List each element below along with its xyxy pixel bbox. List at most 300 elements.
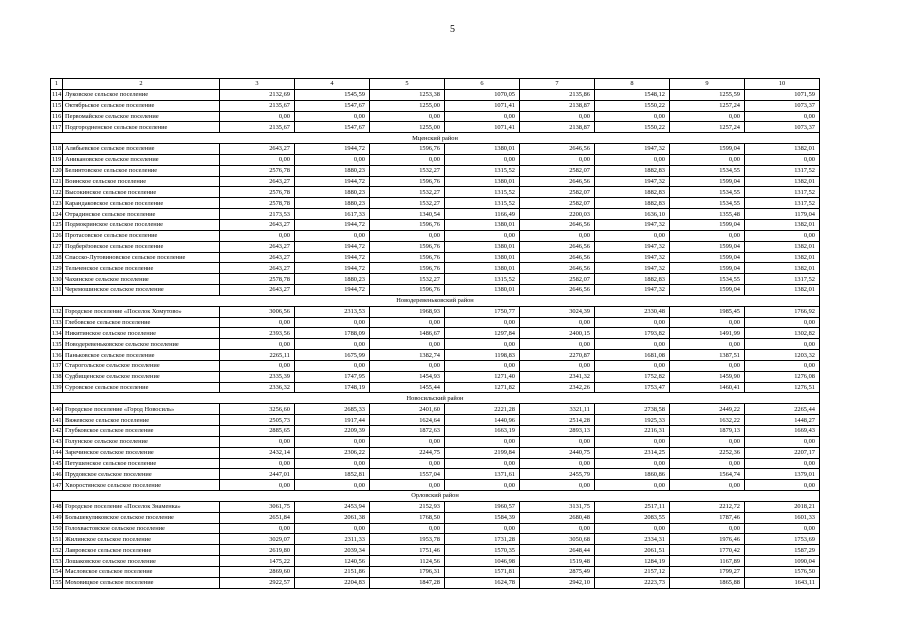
value-cell: 0,00 — [670, 458, 745, 469]
value-cell: 1753,69 — [745, 534, 820, 545]
value-cell: 1253,38 — [370, 89, 445, 100]
section-title: Орловский район — [51, 491, 820, 502]
settlement-name: Отрадинское сельское поселение — [63, 209, 220, 220]
value-cell: 0,00 — [595, 436, 670, 447]
row-number: 148 — [52, 503, 62, 511]
row-number: 130 — [52, 275, 62, 283]
value-cell: 0,00 — [370, 339, 445, 350]
value-cell: 1547,67 — [295, 100, 370, 111]
value-cell: 2643,27 — [220, 285, 295, 296]
value-cell: 2212,72 — [670, 501, 745, 512]
value-cell: 0,00 — [595, 111, 670, 122]
value-cell: 1576,50 — [745, 566, 820, 577]
value-cell: 1960,57 — [445, 501, 520, 512]
value-cell: 2514,28 — [520, 415, 595, 426]
value-cell: 0,00 — [595, 458, 670, 469]
value-cell: 0,00 — [595, 480, 670, 491]
row-number: 116 — [52, 112, 62, 120]
value-cell: 2135,67 — [220, 100, 295, 111]
table-row — [51, 382, 820, 393]
value-cell: 0,00 — [520, 458, 595, 469]
value-cell: 1073,37 — [745, 122, 820, 133]
value-cell: 1454,93 — [370, 371, 445, 382]
table-row — [51, 111, 820, 122]
value-cell: 2440,75 — [520, 447, 595, 458]
value-cell: 2306,22 — [295, 447, 370, 458]
value-cell: 0,00 — [670, 317, 745, 328]
table-row — [51, 285, 820, 296]
value-cell: 2061,51 — [595, 545, 670, 556]
value-cell: 1167,89 — [670, 556, 745, 567]
value-cell: 3050,68 — [520, 534, 595, 545]
table-row — [51, 209, 820, 220]
settlement-name: Голохвастовское сельское поселение — [63, 523, 220, 534]
value-cell: 1460,41 — [670, 382, 745, 393]
settlement-name: Городское поселение «Поселок Хомутово» — [63, 306, 220, 317]
value-cell: 0,00 — [520, 154, 595, 165]
value-cell: 1448,27 — [745, 415, 820, 426]
value-cell: 1255,59 — [670, 89, 745, 100]
row-number: 137 — [52, 362, 62, 370]
value-cell: 0,00 — [595, 339, 670, 350]
row-number: 115 — [52, 102, 62, 110]
value-cell: 1240,56 — [295, 556, 370, 567]
value-cell: 1570,35 — [445, 545, 520, 556]
value-cell: 2132,69 — [220, 89, 295, 100]
value-cell: 2311,33 — [295, 534, 370, 545]
header-cell: 2 — [63, 79, 220, 90]
row-number: 127 — [52, 243, 62, 251]
settlement-name: Новодеревеньковское сельское поселение — [63, 339, 220, 350]
table-row — [51, 350, 820, 361]
value-cell: 1751,46 — [370, 545, 445, 556]
settlement-name: Спасско-Лутовиновское сельское поселение — [63, 252, 220, 263]
value-cell: 1882,83 — [595, 274, 670, 285]
value-cell: 1198,83 — [445, 350, 520, 361]
value-cell: 0,00 — [295, 154, 370, 165]
settlement-name: Масловское сельское поселение — [63, 566, 220, 577]
value-cell: 1663,19 — [445, 426, 520, 437]
settlement-name: Вяжевское сельское поселение — [63, 415, 220, 426]
header-cell: 4 — [295, 79, 370, 90]
value-cell: 1880,23 — [295, 198, 370, 209]
table-row — [51, 360, 820, 371]
table-row — [51, 415, 820, 426]
value-cell: 1315,52 — [445, 165, 520, 176]
value-cell: 1947,32 — [595, 144, 670, 155]
value-cell: 1947,32 — [595, 241, 670, 252]
value-cell: 0,00 — [295, 436, 370, 447]
value-cell: 0,00 — [295, 111, 370, 122]
settlement-name: Глубковское сельское поселение — [63, 426, 220, 437]
value-cell: 1599,04 — [670, 285, 745, 296]
value-cell: 2200,03 — [520, 209, 595, 220]
value-cell: 3321,11 — [520, 404, 595, 415]
value-cell: 1944,72 — [295, 176, 370, 187]
value-cell: 1046,98 — [445, 556, 520, 567]
value-cell: 0,00 — [445, 154, 520, 165]
value-cell: 2869,60 — [220, 566, 295, 577]
value-cell: 2135,67 — [220, 122, 295, 133]
value-cell: 0,00 — [445, 458, 520, 469]
value-cell: 1882,83 — [595, 165, 670, 176]
value-cell: 1545,59 — [295, 89, 370, 100]
value-cell: 1071,41 — [445, 122, 520, 133]
settlement-name: Городское поселение «Город Новосиль» — [63, 404, 220, 415]
table-row — [51, 534, 820, 545]
settlement-name: Белинтовское сельское поселение — [63, 165, 220, 176]
value-cell: 2646,56 — [520, 219, 595, 230]
value-cell: 1382,01 — [745, 285, 820, 296]
value-cell: 2922,57 — [220, 577, 295, 588]
value-cell: 0,00 — [670, 230, 745, 241]
table-row — [51, 566, 820, 577]
table-row — [51, 274, 820, 285]
row-number: 147 — [52, 481, 62, 489]
value-cell: 3256,60 — [220, 404, 295, 415]
value-cell: 2207,17 — [745, 447, 820, 458]
row-number: 131 — [52, 286, 62, 294]
value-cell: 2152,93 — [370, 501, 445, 512]
settlement-name: Судбищенское сельское поселение — [63, 371, 220, 382]
table-row — [51, 241, 820, 252]
value-cell: 2244,75 — [370, 447, 445, 458]
value-cell: 1382,74 — [370, 350, 445, 361]
value-cell: 2151,86 — [295, 566, 370, 577]
table-row — [51, 230, 820, 241]
value-cell: 2342,26 — [520, 382, 595, 393]
value-cell: 1731,28 — [445, 534, 520, 545]
value-cell: 1599,04 — [670, 219, 745, 230]
value-cell: 2646,56 — [520, 144, 595, 155]
value-cell: 1768,50 — [370, 512, 445, 523]
value-cell: 1382,01 — [745, 144, 820, 155]
value-cell: 2138,87 — [520, 122, 595, 133]
value-cell: 0,00 — [670, 480, 745, 491]
value-cell: 1073,37 — [745, 100, 820, 111]
value-cell: 1070,05 — [445, 89, 520, 100]
row-number: 120 — [52, 167, 62, 175]
value-cell: 2157,12 — [595, 566, 670, 577]
header-cell: 3 — [220, 79, 295, 90]
row-number: 144 — [52, 449, 62, 457]
value-cell: 1255,00 — [370, 122, 445, 133]
value-cell: 2135,86 — [520, 89, 595, 100]
value-cell: 2314,25 — [595, 447, 670, 458]
value-cell: 2643,27 — [220, 219, 295, 230]
value-cell: 2336,32 — [220, 382, 295, 393]
header-cell: 6 — [445, 79, 520, 90]
value-cell: 2582,07 — [520, 274, 595, 285]
value-cell: 0,00 — [445, 111, 520, 122]
value-cell: 0,00 — [370, 458, 445, 469]
table-row — [51, 154, 820, 165]
value-cell: 0,00 — [370, 230, 445, 241]
value-cell: 1587,29 — [745, 545, 820, 556]
value-cell: 3006,56 — [220, 306, 295, 317]
value-cell: 2330,48 — [595, 306, 670, 317]
value-cell: 2199,84 — [445, 447, 520, 458]
row-number: 121 — [52, 178, 62, 186]
value-cell: 0,00 — [595, 230, 670, 241]
value-cell: 1753,47 — [595, 382, 670, 393]
section-row — [51, 133, 820, 144]
value-cell: 1564,74 — [670, 469, 745, 480]
value-cell: 1596,76 — [370, 263, 445, 274]
value-cell: 2039,34 — [295, 545, 370, 556]
settlement-name: Жилинское сельское поселение — [63, 534, 220, 545]
value-cell: 1380,01 — [445, 219, 520, 230]
value-cell: 2576,78 — [220, 165, 295, 176]
settlement-name: Октябрьское сельское поселение — [63, 100, 220, 111]
value-cell: 0,00 — [220, 523, 295, 534]
value-cell: 2265,44 — [745, 404, 820, 415]
row-number: 151 — [52, 535, 62, 543]
header-row — [51, 79, 820, 90]
row-number: 117 — [52, 123, 62, 131]
value-cell: 1770,42 — [670, 545, 745, 556]
table-row — [51, 263, 820, 274]
table-row — [51, 100, 820, 111]
table-row — [51, 436, 820, 447]
value-cell: 1880,23 — [295, 165, 370, 176]
row-number: 155 — [52, 579, 62, 587]
value-cell: 1750,77 — [445, 306, 520, 317]
settlement-name: Хворостянское сельское поселение — [63, 480, 220, 491]
value-cell: 1968,93 — [370, 306, 445, 317]
value-cell: 0,00 — [295, 480, 370, 491]
value-cell: 0,00 — [220, 230, 295, 241]
value-cell: 1071,59 — [745, 89, 820, 100]
value-cell: 0,00 — [445, 230, 520, 241]
value-cell: 0,00 — [745, 154, 820, 165]
table-row — [51, 165, 820, 176]
value-cell: 1880,23 — [295, 274, 370, 285]
value-cell: 0,00 — [370, 111, 445, 122]
value-cell: 0,00 — [295, 458, 370, 469]
table-body — [51, 79, 820, 589]
value-cell: 1382,01 — [745, 252, 820, 263]
value-cell: 2578,78 — [220, 274, 295, 285]
settlement-name: Паньковское сельское поселение — [63, 350, 220, 361]
value-cell: 2455,79 — [520, 469, 595, 480]
value-cell: 1880,23 — [295, 187, 370, 198]
value-cell: 1852,81 — [295, 469, 370, 480]
table-row — [51, 219, 820, 230]
value-cell: 1793,82 — [595, 328, 670, 339]
value-cell: 1787,46 — [670, 512, 745, 523]
value-cell: 3029,07 — [220, 534, 295, 545]
row-number: 153 — [52, 557, 62, 565]
value-cell: 0,00 — [670, 436, 745, 447]
section-row — [51, 393, 820, 404]
settlement-name: Воинское сельское поселение — [63, 176, 220, 187]
value-cell: 2221,28 — [445, 404, 520, 415]
value-cell: 1380,01 — [445, 176, 520, 187]
table-row — [51, 339, 820, 350]
value-cell: 1752,82 — [595, 371, 670, 382]
value-cell: 1090,04 — [745, 556, 820, 567]
value-cell: 1953,78 — [370, 534, 445, 545]
value-cell: 2393,56 — [220, 328, 295, 339]
value-cell: 1550,22 — [595, 122, 670, 133]
table-row — [51, 404, 820, 415]
value-cell: 1624,64 — [370, 415, 445, 426]
header-cell: 10 — [745, 79, 820, 90]
value-cell: 1257,24 — [670, 100, 745, 111]
row-number: 145 — [52, 459, 62, 467]
value-cell: 0,00 — [520, 523, 595, 534]
value-cell: 0,00 — [220, 436, 295, 447]
value-cell: 2401,60 — [370, 404, 445, 415]
value-cell: 1925,33 — [595, 415, 670, 426]
value-cell: 1944,72 — [295, 144, 370, 155]
value-cell: 1380,01 — [445, 241, 520, 252]
table-row — [51, 447, 820, 458]
value-cell: 0,00 — [745, 480, 820, 491]
value-cell: 0,00 — [445, 360, 520, 371]
value-cell: 0,00 — [745, 230, 820, 241]
value-cell: 2517,11 — [595, 501, 670, 512]
value-cell: 1944,72 — [295, 219, 370, 230]
value-cell: 2083,55 — [595, 512, 670, 523]
value-cell: 1596,76 — [370, 285, 445, 296]
value-cell: 1532,27 — [370, 187, 445, 198]
row-number: 128 — [52, 253, 62, 261]
settlement-name: Первомайское сельское поселение — [63, 111, 220, 122]
value-cell: 1475,22 — [220, 556, 295, 567]
value-cell: 1596,76 — [370, 219, 445, 230]
value-cell: 2270,87 — [520, 350, 595, 361]
value-cell: 1317,52 — [745, 198, 820, 209]
value-cell: 0,00 — [370, 317, 445, 328]
value-cell: 0,00 — [220, 154, 295, 165]
value-cell: 1382,01 — [745, 176, 820, 187]
value-cell: 2685,33 — [295, 404, 370, 415]
value-cell: 2449,22 — [670, 404, 745, 415]
table-row — [51, 317, 820, 328]
value-cell: 1596,76 — [370, 241, 445, 252]
value-cell: 0,00 — [745, 523, 820, 534]
table-row — [51, 89, 820, 100]
value-cell: 1860,86 — [595, 469, 670, 480]
value-cell: 0,00 — [220, 480, 295, 491]
value-cell: 1297,84 — [445, 328, 520, 339]
section-row — [51, 295, 820, 306]
value-cell: 0,00 — [220, 458, 295, 469]
row-number: 154 — [52, 568, 62, 576]
value-cell: 1491,99 — [670, 328, 745, 339]
value-cell: 0,00 — [520, 111, 595, 122]
value-cell: 1340,54 — [370, 209, 445, 220]
value-cell: 0,00 — [295, 317, 370, 328]
value-cell: 0,00 — [670, 360, 745, 371]
value-cell: 2432,14 — [220, 447, 295, 458]
value-cell: 0,00 — [670, 523, 745, 534]
row-number: 125 — [52, 221, 62, 229]
value-cell: 1879,13 — [670, 426, 745, 437]
value-cell: 1669,43 — [745, 426, 820, 437]
value-cell: 1317,52 — [745, 165, 820, 176]
value-cell: 2893,13 — [520, 426, 595, 437]
row-number: 150 — [52, 525, 62, 533]
value-cell: 2643,27 — [220, 263, 295, 274]
value-cell: 2216,31 — [595, 426, 670, 437]
value-cell: 0,00 — [445, 436, 520, 447]
value-cell: 1276,51 — [745, 382, 820, 393]
value-cell: 2643,27 — [220, 252, 295, 263]
value-cell: 1315,52 — [445, 187, 520, 198]
settlement-name: Городское поселение «Поселок Знаменка» — [63, 501, 220, 512]
value-cell: 1617,33 — [295, 209, 370, 220]
row-number: 126 — [52, 232, 62, 240]
value-cell: 1796,31 — [370, 566, 445, 577]
value-cell: 1355,48 — [670, 209, 745, 220]
settlement-name: Луковское сельское поселение — [63, 89, 220, 100]
section-title: Мценский район — [51, 133, 820, 144]
value-cell: 0,00 — [445, 523, 520, 534]
value-cell: 1380,01 — [445, 285, 520, 296]
value-cell: 0,00 — [745, 317, 820, 328]
value-cell: 1557,04 — [370, 469, 445, 480]
table-row — [51, 144, 820, 155]
value-cell: 2447,01 — [220, 469, 295, 480]
row-number: 122 — [52, 188, 62, 196]
value-cell: 2204,83 — [295, 577, 370, 588]
value-cell: 1534,55 — [670, 198, 745, 209]
value-cell: 1643,11 — [745, 577, 820, 588]
value-cell: 2643,27 — [220, 144, 295, 155]
value-cell: 2646,56 — [520, 285, 595, 296]
value-cell: 1766,92 — [745, 306, 820, 317]
value-cell: 1257,24 — [670, 122, 745, 133]
value-cell: 1519,48 — [520, 556, 595, 567]
settlement-name: Моховицкое сельское поселение — [63, 577, 220, 588]
value-cell: 0,00 — [295, 360, 370, 371]
value-cell: 1371,61 — [445, 469, 520, 480]
table-row — [51, 545, 820, 556]
value-cell: 0,00 — [745, 360, 820, 371]
header-cell: 1 — [51, 79, 63, 90]
settlement-name: Прудовское сельское поселение — [63, 469, 220, 480]
value-cell: 0,00 — [370, 436, 445, 447]
value-cell: 2505,73 — [220, 415, 295, 426]
value-cell: 0,00 — [445, 339, 520, 350]
value-cell: 0,00 — [520, 230, 595, 241]
value-cell: 3131,75 — [520, 501, 595, 512]
value-cell: 1387,51 — [670, 350, 745, 361]
value-cell: 2885,65 — [220, 426, 295, 437]
row-number: 143 — [52, 438, 62, 446]
table-row — [51, 458, 820, 469]
row-number: 140 — [52, 405, 62, 413]
value-cell: 1917,44 — [295, 415, 370, 426]
value-cell: 1382,01 — [745, 219, 820, 230]
value-cell: 1985,45 — [670, 306, 745, 317]
value-cell: 0,00 — [520, 360, 595, 371]
value-cell: 2646,56 — [520, 176, 595, 187]
value-cell: 0,00 — [520, 339, 595, 350]
value-cell: 2942,10 — [520, 577, 595, 588]
value-cell: 1599,04 — [670, 176, 745, 187]
value-cell: 1532,27 — [370, 274, 445, 285]
value-cell: 0,00 — [220, 317, 295, 328]
value-cell: 1596,76 — [370, 176, 445, 187]
header-cell: 7 — [520, 79, 595, 90]
table-row — [51, 556, 820, 567]
value-cell: 1632,22 — [670, 415, 745, 426]
value-cell: 1440,96 — [445, 415, 520, 426]
